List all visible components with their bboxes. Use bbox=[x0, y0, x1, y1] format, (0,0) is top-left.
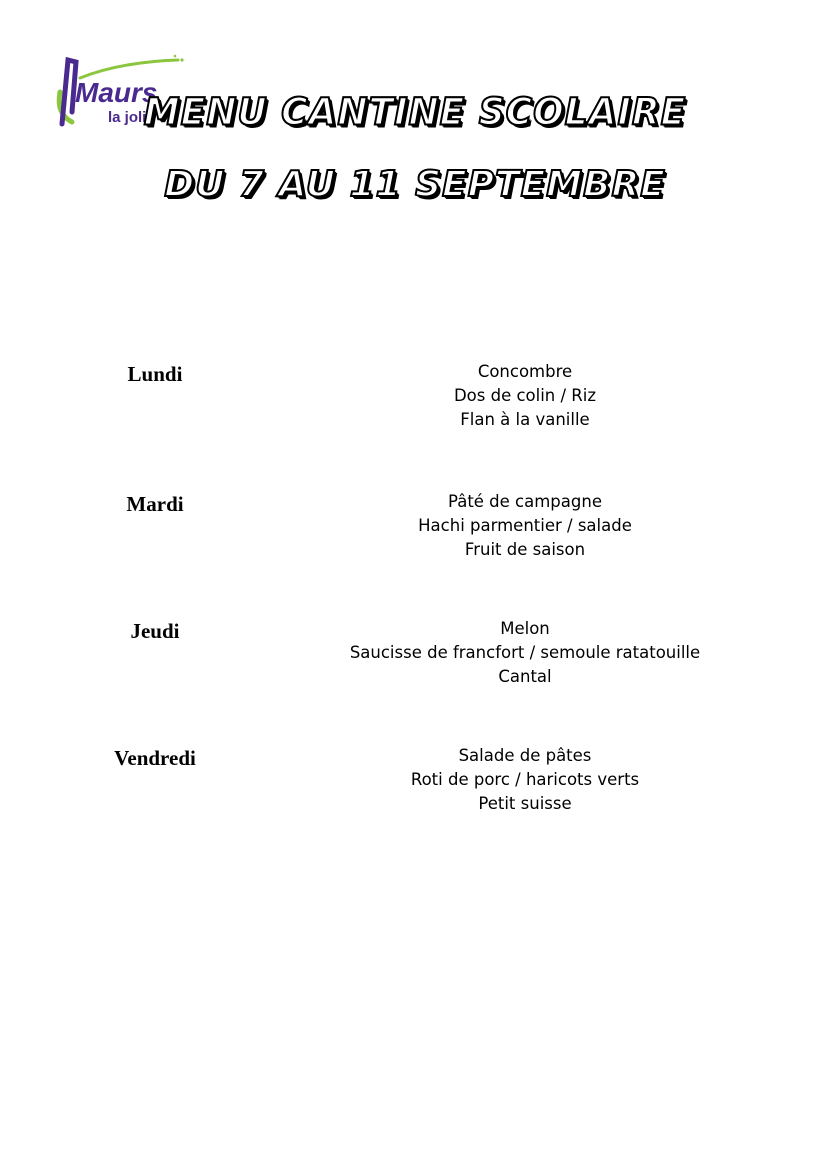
dish-starter: Pâté de campagne bbox=[448, 492, 602, 511]
dish-starter: Concombre bbox=[477, 362, 573, 381]
dish-main: Saucisse de francfort / semoule ratatouille bbox=[349, 643, 701, 662]
day-name: Jeudi bbox=[130, 619, 180, 643]
dish-dessert: Cantal bbox=[498, 667, 552, 686]
page-subtitle-dates: DU 7 AU 11 SEPTEMBRE bbox=[164, 164, 666, 205]
logo-name: Maurs bbox=[75, 77, 158, 108]
dish-dessert: Flan à la vanille bbox=[460, 410, 590, 429]
logo-tagline: la jolie bbox=[108, 109, 155, 126]
dish-list bbox=[300, 617, 750, 689]
dish-dessert: Fruit de saison bbox=[464, 540, 586, 559]
dish-list bbox=[300, 490, 750, 562]
page-title: MENU CANTINE SCOLAIRE bbox=[143, 90, 687, 135]
dish-starter: Salade de pâtes bbox=[458, 746, 592, 765]
dish-main: Roti de porc / haricots verts bbox=[410, 770, 640, 789]
dish-list bbox=[300, 360, 750, 432]
day-name: Mardi bbox=[126, 492, 184, 516]
day-name: Lundi bbox=[127, 362, 183, 386]
dish-list bbox=[300, 744, 750, 816]
dish-main: Hachi parmentier / salade bbox=[418, 516, 632, 535]
day-name: Vendredi bbox=[114, 746, 196, 770]
dish-main: Dos de colin / Riz bbox=[453, 386, 597, 405]
dish-starter: Melon bbox=[500, 619, 550, 638]
dish-dessert: Petit suisse bbox=[478, 794, 572, 813]
